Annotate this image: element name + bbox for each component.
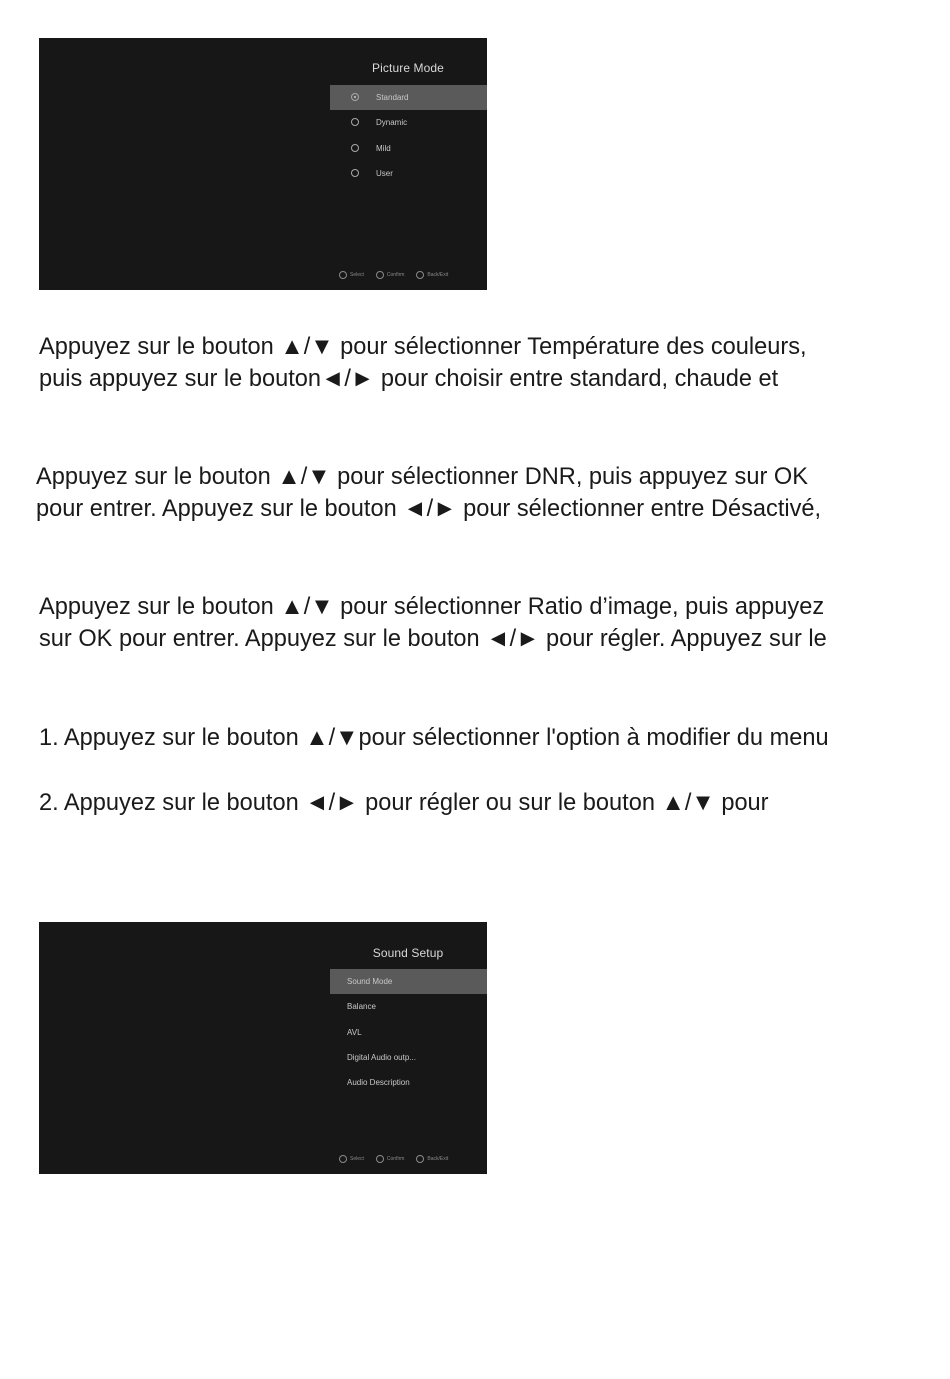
menu-item-label: Dynamic xyxy=(376,118,408,128)
picture-mode-list xyxy=(330,85,487,186)
sound-setup-list xyxy=(330,969,487,1095)
picture-mode-hints xyxy=(339,271,448,279)
ok-icon xyxy=(376,1155,384,1163)
picture-mode-item-user[interactable] xyxy=(330,161,487,186)
radio-unchecked-icon xyxy=(351,118,359,126)
sound-setup-item-sound-mode[interactable] xyxy=(330,969,487,994)
ok-icon xyxy=(376,271,384,279)
paragraph-color-temp-line1: Appuyez sur le bouton ▲/▼ pour sélectionner Température des couleurs, xyxy=(39,334,807,360)
picture-mode-item-dynamic[interactable] xyxy=(330,110,487,135)
sound-setup-item-balance[interactable] xyxy=(330,994,487,1019)
picture-mode-title: Picture Mode xyxy=(372,61,444,75)
sound-setup-screenshot xyxy=(39,922,487,1174)
menu-item-label: Mild xyxy=(376,143,391,153)
back-icon xyxy=(416,1155,424,1163)
sound-setup-item-avl[interactable] xyxy=(330,1020,487,1045)
hint-select: Select xyxy=(339,1155,364,1163)
paragraph-ratio-line1: Appuyez sur le bouton ▲/▼ pour sélectionner Ratio d’image, puis appuyez xyxy=(39,594,825,620)
navigate-icon xyxy=(339,271,347,279)
sound-setup-hints xyxy=(339,1155,448,1163)
paragraph-dnr-line1: Appuyez sur le bouton ▲/▼ pour sélectionner DNR, puis appuyez sur OK xyxy=(36,464,808,490)
menu-item-label: User xyxy=(376,168,393,178)
picture-mode-item-standard[interactable] xyxy=(330,85,487,110)
menu-item-label: Balance xyxy=(347,1002,376,1012)
menu-item-label: Sound Mode xyxy=(347,977,393,986)
sound-setup-title: Sound Setup xyxy=(372,946,444,960)
paragraph-ratio-line2: sur OK pour entrer. Appuyez sur le bouton ◄/► pour régler. Appuyez sur le xyxy=(39,626,827,652)
paragraph-color-temp-line2: puis appuyez sur le bouton◄/► pour choisir entre standard, chaude et xyxy=(39,366,779,392)
back-icon xyxy=(416,271,424,279)
menu-item-label: AVL xyxy=(347,1027,362,1037)
radio-unchecked-icon xyxy=(351,144,359,152)
menu-item-label: Audio Description xyxy=(347,1078,410,1088)
hint-confirm: Confirm xyxy=(376,1155,405,1163)
step-1-text: 1. Appuyez sur le bouton ▲/▼pour sélectionner l'option à modifier du menu xyxy=(39,725,829,751)
sound-setup-item-audio-description[interactable] xyxy=(330,1070,487,1095)
picture-mode-screenshot xyxy=(39,38,487,290)
menu-item-label: Standard xyxy=(376,93,409,102)
step-2-text: 2. Appuyez sur le bouton ◄/► pour régler ou sur le bouton ▲/▼ pour xyxy=(39,790,769,816)
navigate-icon xyxy=(339,1155,347,1163)
menu-item-label: Digital Audio outp... xyxy=(347,1052,416,1062)
hint-back: Back/Exit xyxy=(416,1155,448,1163)
radio-checked-icon xyxy=(351,93,359,101)
sound-setup-item-digital-audio[interactable] xyxy=(330,1045,487,1070)
paragraph-dnr-line2: pour entrer. Appuyez sur le bouton ◄/► pour sélectionner entre Désactivé, xyxy=(36,496,822,522)
radio-unchecked-icon xyxy=(351,169,359,177)
hint-select: Select xyxy=(339,271,364,279)
hint-back: Back/Exit xyxy=(416,271,448,279)
hint-confirm: Confirm xyxy=(376,271,405,279)
picture-mode-item-mild[interactable] xyxy=(330,136,487,161)
